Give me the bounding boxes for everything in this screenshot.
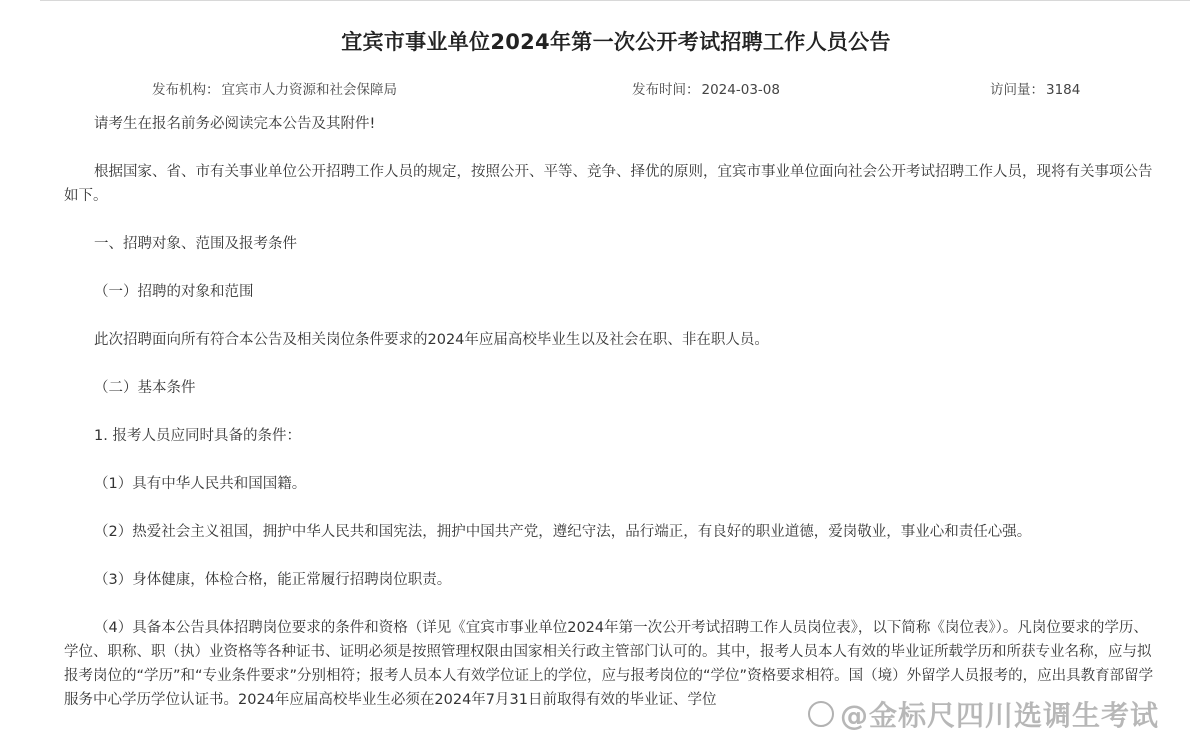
date-label: 发布时间： xyxy=(632,82,700,98)
heading-subsection-1: （一）招聘的对象和范围 xyxy=(94,284,254,300)
top-divider xyxy=(40,0,1190,5)
paragraph-notice: 请考生在报名前务必阅读完本公告及其附件! xyxy=(94,116,376,132)
heading-section-1: 一、招聘对象、范围及报考条件 xyxy=(94,236,297,252)
publisher-label: 发布机构： xyxy=(152,82,220,98)
publisher-meta xyxy=(152,78,397,98)
watermark-text: @金标尺四川选调生考试 xyxy=(840,699,1160,732)
paragraph-conditions-title: 1. 报考人员应同时具备的条件： xyxy=(94,428,301,444)
article-body xyxy=(64,112,1158,712)
weibo-logo-icon xyxy=(808,701,834,727)
weibo-watermark xyxy=(808,694,1194,734)
paragraph-condition-2: （2）热爱社会主义祖国，拥护中华人民共和国宪法，拥护中国共产党，遵纪守法，品行端正，有良好的职业道德，爱岗敬业，事业心和责任心强。 xyxy=(94,524,1032,540)
publisher-value: 宜宾市人力资源和社会保障局 xyxy=(221,82,397,98)
paragraph-condition-1: （1）具有中华人民共和国国籍。 xyxy=(94,476,307,492)
paragraph-condition-3: （3）身体健康，体检合格，能正常履行招聘岗位职责。 xyxy=(94,572,452,588)
date-value: 2024-03-08 xyxy=(701,82,780,98)
paragraph-scope: 此次招聘面向所有符合本公告及相关岗位条件要求的2024年应届高校毕业生以及社会在职、非在职人员。 xyxy=(94,332,769,348)
paragraph-intro: 根据国家、省、市有关事业单位公开招聘工作人员的规定，按照公开、平等、竞争、择优的原则，宜宾市事业单位面向社会公开考试招聘工作人员，现将有关事项公告如下。 xyxy=(64,164,1153,204)
date-meta xyxy=(632,78,780,98)
paragraph-condition-4: （4）具备本公告具体招聘岗位要求的条件和资格（详见《宜宾市事业单位2024年第一次公开考试招聘工作人员岗位表》，以下简称《岗位表》）。凡岗位要求的学历、学位、职称、职（执）业资格等各种证书、证明必须是按照管理权限由国家相关行政主管部门认可的。其中，报考人员本人有效的毕业证所载学历和所获专业名称，应与拟报考岗位的“学历”和“专业条件要求”分别相符；报考人员本人有效学位证上的学位，应与报考岗位的“学位”资格要求相符。国（境）外留学人员报考的，应出具教育部留学服务中心学历学位认证书。2024年应届高校毕业生必须在2024年7月31日前取得有效的毕业证、学位 xyxy=(64,620,1154,708)
views-label: 访问量： xyxy=(990,82,1044,98)
heading-subsection-2: （二）基本条件 xyxy=(94,380,196,396)
views-meta xyxy=(990,78,1080,98)
page-title: 宜宾市事业单位2024年第一次公开考试招聘工作人员公告 xyxy=(341,30,891,54)
views-value: 3184 xyxy=(1046,82,1081,98)
